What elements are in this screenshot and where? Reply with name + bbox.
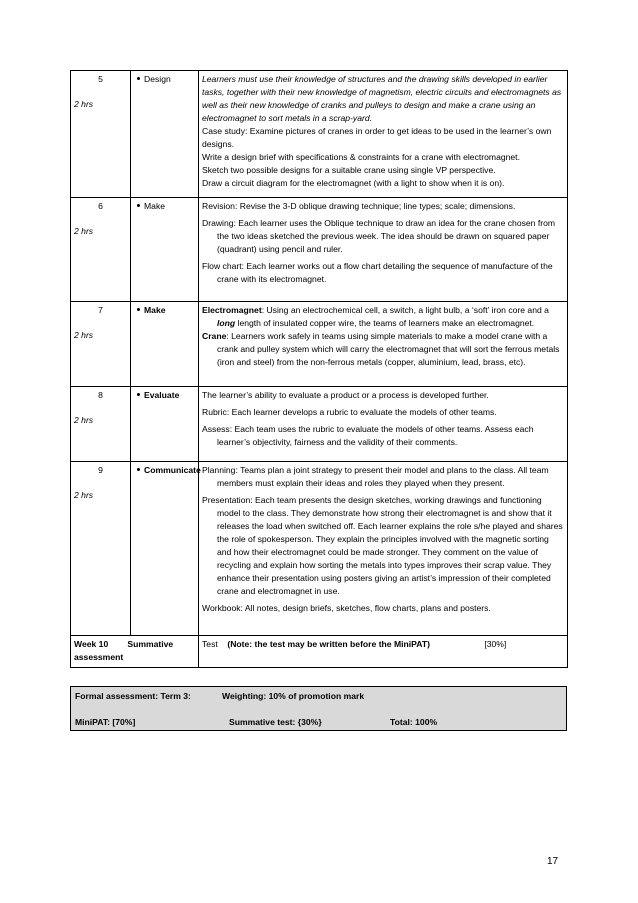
electromagnet-desc-b: length of insulated copper wire, the teams of learners make an electromagnet. xyxy=(235,318,535,328)
minipat-label: MiniPAT: [70%] xyxy=(75,717,136,727)
page-number: 17 xyxy=(547,856,559,867)
bullet-icon xyxy=(137,393,140,396)
week-hours: 2 hrs xyxy=(74,99,94,109)
week-number: 7 xyxy=(98,305,103,315)
week-hours: 2 hrs xyxy=(74,415,94,425)
crane-label: Crane xyxy=(202,331,227,341)
week-hours: 2 hrs xyxy=(74,490,94,500)
table-row xyxy=(71,302,568,387)
summative-test-cell xyxy=(199,636,568,668)
crane-desc: : Learners work safely in teams using simple materials to make a model crane with a crank and pulley system which will carry the electromagnet that will sort the ferrous metals (iron and steel) from the non-ferrous metals (copper, aluminium, lead, brass, etc). xyxy=(217,331,560,367)
circuit-text: Draw a circuit diagram for the electromagnet (with a light to show when it is on). xyxy=(202,178,505,188)
week-cell xyxy=(71,462,131,636)
flow-chart-text: Flow chart: Each learner works out a flow chart detailing the sequence of manufacture of the crane with its electromagnet. xyxy=(202,261,553,284)
content-cell xyxy=(199,71,568,198)
electromagnet-desc-a: : Using an electrochemical cell, a switch, a light bulb, a ‘soft’ iron core and a xyxy=(261,305,549,315)
activity-cell xyxy=(131,462,199,636)
week-cell xyxy=(71,71,131,198)
week-number: 6 xyxy=(98,201,103,211)
week-cell xyxy=(71,387,131,462)
table-row xyxy=(71,387,568,462)
activity-label: Make xyxy=(144,305,166,315)
test-note: (Note: the test may be written before the MiniPAT) xyxy=(227,639,430,649)
test-weight: [30%] xyxy=(484,639,507,649)
evaluate-intro-text: The learner’s ability to evaluate a product or a process is developed further. xyxy=(202,390,489,400)
long-emphasis: long xyxy=(217,318,236,328)
table-row xyxy=(71,198,568,302)
week-cell xyxy=(71,198,131,302)
bullet-icon xyxy=(137,204,140,207)
case-study-text: Case study: Examine pictures of cranes in order to get ideas to be used in the learner’s own designs. xyxy=(202,126,552,149)
lesson-plan-table xyxy=(70,70,568,668)
presentation-text: Presentation: Each team presents the design sketches, working drawings and functioning model to the class. They demonstrate how strong their electromagnet is and show that it releases the load when switched off. Each learner explains the role s/he played and shares the role of spokesperson. They explain the principles involved with the magnetic sorting and how their electromagnet could be made stronger. They comment on the value of recycling and explain how sorting the metals into types improves their scrap value. They enhance their presentation using posters giving an artist’s impression of their completed crane and electromagnet in use. xyxy=(202,495,563,596)
weighting-label: Weighting: 10% of promotion mark xyxy=(222,691,365,701)
table-row xyxy=(71,462,568,636)
table-row xyxy=(71,71,568,198)
summative-label-2: assessment xyxy=(74,652,124,662)
bullet-icon xyxy=(137,77,140,80)
activity-cell xyxy=(131,198,199,302)
summative-label-cell xyxy=(71,636,199,668)
activity-label: Design xyxy=(144,74,171,84)
workbook-text: Workbook: All notes, design briefs, sketches, flow charts, plans and posters. xyxy=(202,603,491,613)
electromagnet-label: Electromagnet xyxy=(202,305,262,315)
activity-label: Communicate xyxy=(144,465,201,475)
activity-cell xyxy=(131,387,199,462)
week-number: 5 xyxy=(98,74,103,84)
week-number: 8 xyxy=(98,390,103,400)
bullet-icon xyxy=(137,468,140,471)
summative-week: Week 10 xyxy=(74,639,109,649)
assess-text: Assess: Each team uses the rubric to evaluate the models of other teams. Assess each learner’s objectivity, fairness and the validity of their comments. xyxy=(202,424,534,447)
test-label: Test xyxy=(202,639,218,649)
content-cell xyxy=(199,462,568,636)
summative-label: Summative xyxy=(127,639,174,649)
planning-text: Planning: Teams plan a joint strategy to present their model and plans to the class. All team members must explain their ideas and roles they played when they present. xyxy=(202,465,549,488)
activity-cell xyxy=(131,71,199,198)
activity-cell xyxy=(131,302,199,387)
activity-label: Make xyxy=(144,201,166,211)
content-cell xyxy=(199,198,568,302)
sketch-text: Sketch two possible designs for a suitable crane using single VP perspective. xyxy=(202,165,496,175)
electromagnet-text xyxy=(202,304,564,330)
design-brief-text: Write a design brief with specifications & constraints for a crane with electromagnet. xyxy=(202,152,520,162)
activity-label: Evaluate xyxy=(144,390,180,400)
rubric-text: Rubric: Each learner develops a rubric to evaluate the models of other teams. xyxy=(202,407,497,417)
intro-text: Learners must use their knowledge of structures and the drawing skills developed in earlier tasks, together with their new knowledge of magnetism, electric circuits and electromagnets as well as their new knowledge of cranks and pulleys to design and make a crane using an electromagnet to sort metals in a scrap-yard. xyxy=(202,74,562,123)
week-hours: 2 hrs xyxy=(74,226,94,236)
formal-assessment-box xyxy=(70,686,567,731)
lesson-plan-sheet xyxy=(70,70,567,668)
table-row-summative xyxy=(71,636,568,668)
week-hours: 2 hrs xyxy=(74,330,94,340)
content-cell xyxy=(199,302,568,387)
summative-test-label: Summative test: {30%} xyxy=(229,717,322,727)
week-cell xyxy=(71,302,131,387)
formal-term-label: Formal assessment: Term 3: xyxy=(75,691,191,701)
revision-text: Revision: Revise the 3-D oblique drawing technique; line types; scale; dimensions. xyxy=(202,201,516,211)
crane-text xyxy=(202,330,564,369)
content-cell xyxy=(199,387,568,462)
week-number: 9 xyxy=(98,465,103,475)
bullet-icon xyxy=(137,308,140,311)
drawing-text: Drawing: Each learner uses the Oblique technique to draw an idea for the crane chosen from the two ideas sketched the previous week. The idea should be drawn on squared paper (quadrant) using pencil and ruler. xyxy=(202,218,556,254)
total-label: Total: 100% xyxy=(390,717,438,727)
